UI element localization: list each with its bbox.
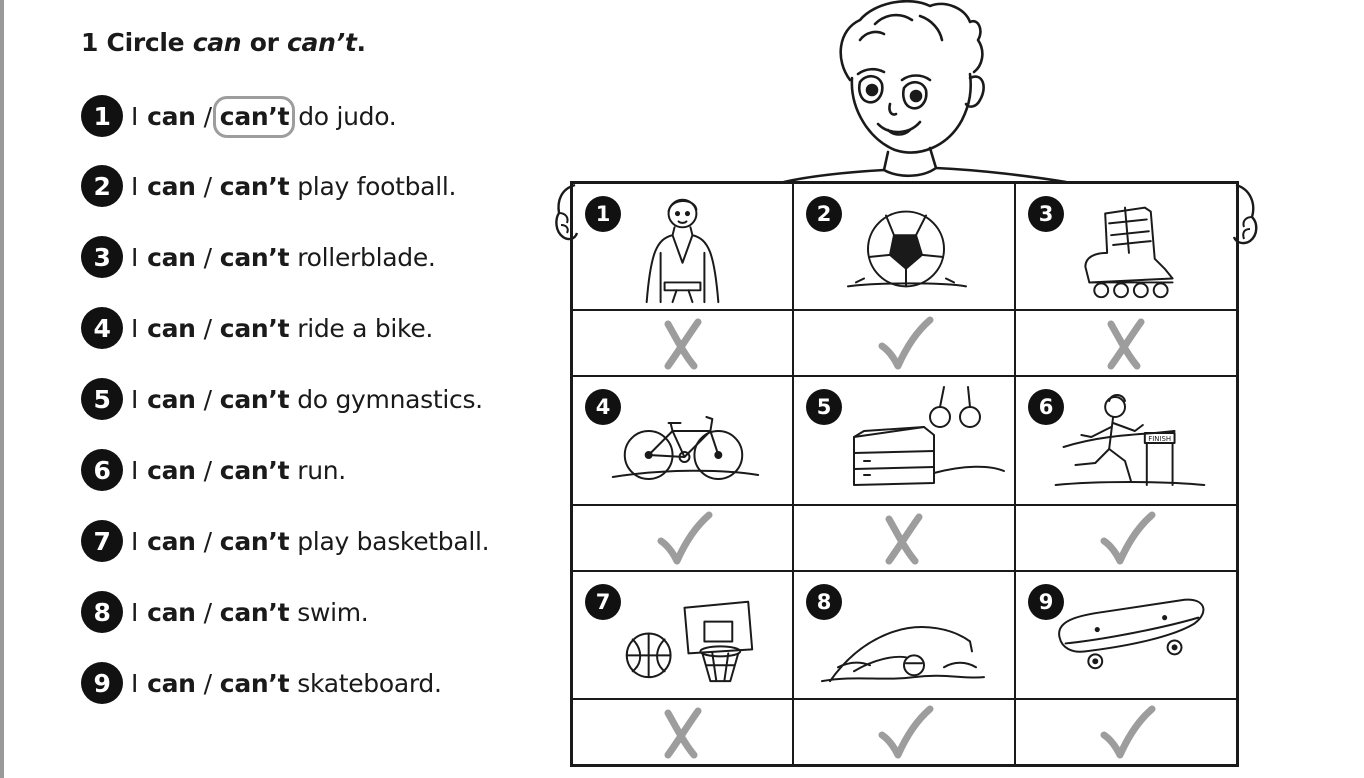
- option-separator: /: [203, 101, 212, 131]
- option-cant[interactable]: can’t: [219, 668, 290, 698]
- option-can[interactable]: can: [147, 313, 196, 343]
- option-cant[interactable]: can’t: [219, 171, 290, 201]
- sentence-rest: play basketball.: [297, 526, 490, 556]
- sentence-item: [81, 450, 346, 490]
- sentence-subject: I: [131, 242, 139, 272]
- picture-number-badge: 6: [1028, 389, 1064, 425]
- picture-cell: [573, 572, 794, 700]
- sentence-number-badge: 7: [81, 520, 123, 562]
- option-cant[interactable]: can’t: [219, 455, 290, 485]
- tick-icon: [573, 506, 792, 570]
- option-separator: /: [203, 171, 212, 201]
- tick-icon: [794, 311, 1014, 375]
- heading-or: or: [249, 28, 279, 57]
- sentence-subject: I: [131, 171, 139, 201]
- answer-mark-cell: [794, 700, 1016, 764]
- heading-period: .: [356, 28, 366, 57]
- cross-icon: [1016, 311, 1236, 375]
- sentence-number-badge: 3: [81, 236, 123, 278]
- boy-illustration: [780, 0, 1070, 182]
- tick-icon: [1016, 506, 1236, 570]
- option-cant[interactable]: can’t: [219, 597, 290, 627]
- tick-icon: [1016, 700, 1236, 764]
- cross-icon: [573, 700, 792, 764]
- option-separator: /: [203, 668, 212, 698]
- option-separator: /: [203, 526, 212, 556]
- sentence-number-badge: 5: [81, 378, 123, 420]
- sentence-item: [81, 237, 436, 277]
- option-separator: /: [203, 455, 212, 485]
- tick-icon: [794, 700, 1014, 764]
- picture-number-badge: 3: [1028, 196, 1064, 232]
- sentence-item: [81, 166, 456, 206]
- option-cant[interactable]: can’t: [219, 101, 290, 131]
- picture-number-badge: 2: [806, 196, 842, 232]
- answer-mark-cell: [1016, 506, 1236, 572]
- picture-cell: [794, 572, 1016, 700]
- heading-instruction: Circle: [106, 28, 185, 57]
- picture-cell: [1016, 377, 1236, 506]
- exercise-heading: [81, 28, 366, 57]
- option-can[interactable]: can: [147, 101, 196, 131]
- picture-number-badge: 8: [806, 584, 842, 620]
- picture-number-badge: 7: [585, 584, 621, 620]
- picture-cell: [794, 184, 1016, 311]
- sentence-rest: swim.: [297, 597, 369, 627]
- picture-cell: [794, 377, 1016, 506]
- sentence-item: [81, 308, 433, 348]
- sentence-subject: I: [131, 455, 139, 485]
- option-separator: /: [203, 384, 212, 414]
- answer-mark-cell: [1016, 700, 1236, 764]
- option-separator: /: [203, 242, 212, 272]
- cross-icon: [573, 311, 792, 375]
- page-edge-rule: [0, 0, 4, 778]
- sentence-rest: do judo.: [298, 101, 397, 131]
- cross-icon: [794, 506, 1014, 570]
- sentence-subject: I: [131, 101, 139, 131]
- sentence-number-badge: 8: [81, 591, 123, 633]
- exercise-number: 1: [81, 28, 99, 57]
- sentence-item: [81, 663, 442, 703]
- option-can[interactable]: can: [147, 384, 196, 414]
- sentence-rest: do gymnastics.: [297, 384, 483, 414]
- picture-number-badge: 4: [585, 389, 621, 425]
- sentence-number-badge: 2: [81, 165, 123, 207]
- picture-number-badge: 5: [806, 389, 842, 425]
- answer-mark-cell: [573, 700, 794, 764]
- picture-cell: [573, 377, 794, 506]
- sentence-subject: I: [131, 597, 139, 627]
- answer-mark-cell: [794, 311, 1016, 377]
- sentence-rest: ride a bike.: [297, 313, 434, 343]
- sentence-item: [81, 379, 483, 419]
- option-cant[interactable]: can’t: [219, 313, 290, 343]
- sentence-item: [81, 521, 489, 561]
- option-cant[interactable]: can’t: [219, 242, 290, 272]
- sentence-number-badge: 6: [81, 449, 123, 491]
- heading-can: can: [192, 28, 242, 57]
- picture-number-badge: 1: [585, 196, 621, 232]
- option-separator: /: [203, 597, 212, 627]
- answer-mark-cell: [1016, 311, 1236, 377]
- picture-cell: [1016, 184, 1236, 311]
- activity-poster: [570, 181, 1239, 767]
- sentence-item: [81, 96, 396, 136]
- option-can[interactable]: can: [147, 597, 196, 627]
- sentence-subject: I: [131, 313, 139, 343]
- option-separator: /: [203, 313, 212, 343]
- option-can[interactable]: can: [147, 171, 196, 201]
- heading-cant: can’t: [287, 28, 357, 57]
- answer-mark-cell: [573, 506, 794, 572]
- option-can[interactable]: can: [147, 455, 196, 485]
- option-can[interactable]: can: [147, 668, 196, 698]
- sentence-rest: rollerblade.: [297, 242, 436, 272]
- option-cant[interactable]: can’t: [219, 526, 290, 556]
- sentence-subject: I: [131, 526, 139, 556]
- picture-cell: [573, 184, 794, 311]
- sentence-subject: I: [131, 668, 139, 698]
- sentence-number-badge: 4: [81, 307, 123, 349]
- sentence-number-badge: 1: [81, 95, 123, 137]
- sentence-rest: skateboard.: [297, 668, 442, 698]
- answer-mark-cell: [794, 506, 1016, 572]
- picture-cell: [1016, 572, 1236, 700]
- option-can[interactable]: can: [147, 526, 196, 556]
- sentence-number-badge: 9: [81, 662, 123, 704]
- finish-sign-label: FINISH: [1148, 434, 1172, 444]
- option-can[interactable]: can: [147, 242, 196, 272]
- sentence-subject: I: [131, 384, 139, 414]
- sentence-item: [81, 592, 368, 632]
- picture-number-badge: 9: [1028, 584, 1064, 620]
- option-cant[interactable]: can’t: [219, 384, 290, 414]
- sentence-rest: run.: [297, 455, 346, 485]
- answer-mark-cell: [573, 311, 794, 377]
- sentence-rest: play football.: [297, 171, 457, 201]
